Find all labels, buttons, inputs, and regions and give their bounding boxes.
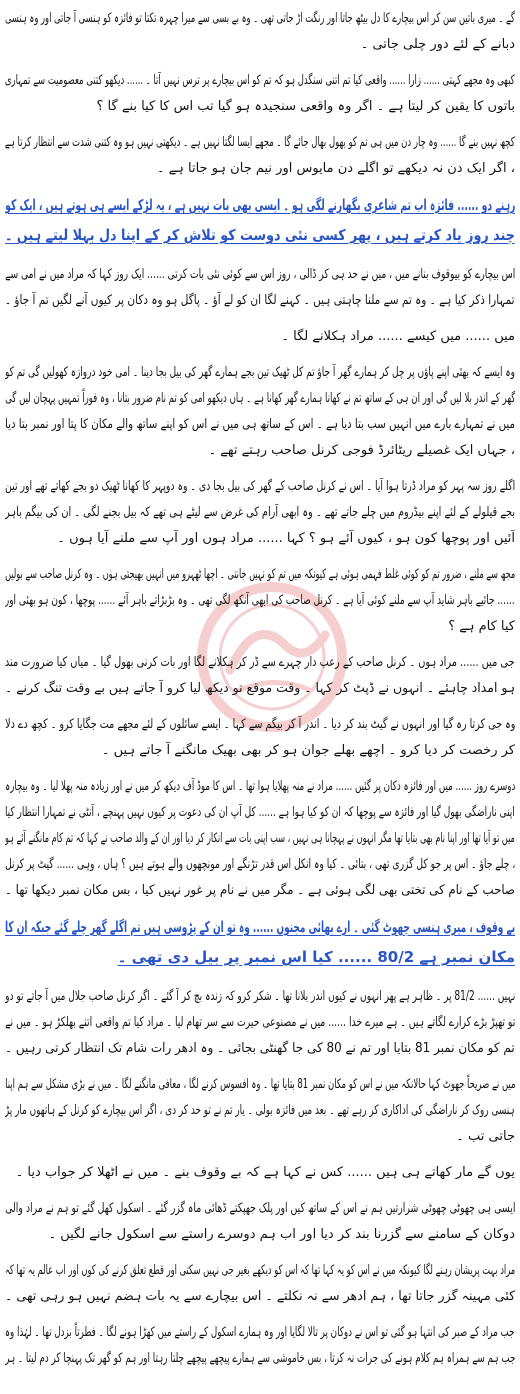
paragraph [5,358,515,462]
text-line [5,798,515,824]
text-line [5,674,515,700]
paragraph [5,1158,515,1184]
text-line [5,322,515,348]
paragraph [5,4,515,56]
text-line [5,736,515,762]
text-line [5,436,515,462]
text-line [5,154,515,180]
text-line [5,1318,515,1344]
line-text: ...... جائیے باہر شاید آپ سے ملنے کوئی آیا ہے ۔ کرنل صاحب کی ابھی آنکھ لگی تھی ۔ وہ بڑبڑاتے باہر آئے ...... پوچھا ، کون ہو بھئی اور [5,593,515,608]
line-text: اپنی ناراضگی بھول گیا اور فائزہ سے پوچھا کہ ان کو کیا ہوا ہے ...... کل آپ ان کی دعوت پر کیوں نہیں پہنچے ، آنٹی نے تمہارا انتظار کیا [5,805,515,820]
line-text: میں تو آیا تھا اور اپنا نام بھی بتایا تھا مگر انہوں نے پہچانا ہی نہیں ، سب اپنی بات سے انکار کر دیا اور ان کے والد صاحب نے کہا کہ تم کام مانگنے آئے ہو [5,831,515,846]
text-line [5,92,515,118]
highlighted-line [5,190,515,220]
text-line [5,1194,515,1220]
line-text: میں نے صریحاً جھوٹ کہا حالانکہ میں نے اس کو مکان نمبر 81 بتایا تھا ۔ وہ افسوس کرنے لگا ، معافی مانگنے لگا ۔ میں نے بڑی مشکل سے ہم اپنا [5,1077,515,1092]
text-line [5,498,515,524]
text-line [5,1096,515,1122]
line-text: نہیں ...... 81/2 پر ۔ ظاہر ہے پھر انہوں نے کیوں اندر بلانا تھا ۔ شکر کرو کہ زندہ بچ کر آ گئے ۔ اگر کرنل صاحب جلال میں آ جاتے تو دو [5,989,515,1004]
line-text: کچھ نہیں بنے گا ...... وہ چار دن میں ہی تم کو بھول بھال جائے گا ۔ مجھے ایسا لگتا نہیں ہے ۔ دیکھتی نہیں ہو وہ کتنی شدت سے انتظار کرتا ہے [5,135,515,150]
line-text: بے وقوف ، میری ہنسی چھوٹ گئی ۔ ارے بھائی مجنوں ...... وہ تو ان کے پڑوسی ہیں تم اگلے گھر چلے گئے جبکہ ان کا [5,918,515,936]
paragraph [5,472,515,550]
paragraph [5,322,515,348]
text-line [5,1282,515,1308]
line-text: مکان نمبر ہے 80/2 ...... کیا اس نمبر پر بیل دی تھی ۔ [117,948,515,966]
text-line [5,472,515,498]
text-line [5,1158,515,1184]
text-line [5,384,515,410]
paragraph [5,1318,515,1370]
text-line [5,586,515,612]
text-line [5,850,515,876]
line-text: جب مراد کے صبر کی انتہا ہو گئی تو اس نے دوکان پر تالا لگایا اور وہ ہمارے اسکول کے راستے میں کھڑا ہونے لگا ۔ فطرتاً بزدل تھا ۔ لہٰذا وہ [5,1325,515,1340]
line-text: گے ۔ میری باتیں سن کر اس بیچارے کا دل بیٹھ جاتا اور رنگت اڑ جاتی تھی ۔ وہ بے بسی سے میرا چہرہ تکتا تو فائزہ کو ہنسی آ جاتی اور وہ ہنسی [5,11,515,26]
paragraph [5,648,515,700]
line-text: آئیں اور پوچھا کون ہو ، کیوں آئے ہو ؟ کہا ...... مراد ہوں اور آپ سے ملنے آیا ہوں ۔ [57,531,515,546]
line-text: گھر کے اندر بلا لیں گی اور ان ہی کے ساتھ تم نے کھانا ہمارے گھر کھانا ہے ۔ ہاں دیکھو امی کو تم نام ضرور بتانا ، وہ فوراً تمہیں پہچان لیں گی [5,391,515,406]
paragraph [5,1070,515,1148]
line-text: میں نے تمہارے بارے میں انہیں سب بتا دیا ہے ۔ اس کے ساتھ ہی میں نے اس کو اپنے ساتھ والے مکان کا پتا اور نمبر بتا دیا [5,417,515,432]
text-line [5,30,515,56]
line-text: مجھ سے ملنے ، ضرور تم کو کوئی غلط فہمی ہوئی ہے کیونکہ میں تم کو نہیں جانتی ۔ اچھا ٹھہرو میں انہیں بھیجتی ہوں ۔ وہ کرنل صاحب سے بولیں [5,567,515,582]
line-text: جب ہم سے ہمراہ ہم کلام ہونے کی جرات نہ کرتا ، بس خاموشی سے ہمارے پیچھے پیچھے چلتا رہتا اور ہم کو گھر تک پہنچا کر دم لیتا ۔ ہر [5,1351,515,1366]
line-text: وہ جی کرتا رہ گیا اور انہوں نے گیٹ بند کر دیا ۔ اندر آ کر بیگم سے کہا ۔ ایسے سائلوں کے لئے مجھے مت جگایا کرو ۔ کچھ دے دلا [5,717,515,732]
highlighted-line [5,220,515,250]
line-text: کیا کام ہے ؟ [448,619,515,634]
text-line [5,1070,515,1096]
paragraph [5,260,515,312]
text-line [5,66,515,92]
paragraph [5,1256,515,1308]
line-text: اگلے روز سہ پہر کو مراد ڈرتا ہوا آیا ۔ اس نے کرنل صاحب کے گھر کی بیل بجا دی ۔ وہ دوپہر کا کھانا ٹھیک دو بجے کھاتے تھے اور تین [5,479,515,494]
text-line [5,260,515,286]
highlighted-paragraph [5,912,515,972]
line-text: دوسرے روز ...... میں اور فائزہ دکان پر گئیں ...... مراد نے منہ پھلایا ہوا تھا ۔ اس کا موڈ آف دیکھ کر میں نے اور زیادہ منہ پھلا لیا ۔ وہ بیچارہ [5,779,515,794]
line-text: ، جہاں ایک غصیلے ریٹائرڈ فوجی کرنل صاحب رہتے تھے ۔ [208,443,515,458]
text-line [5,1122,515,1148]
line-text: صاحب کے نام کی تختی بھی لگی ہوئی ہے ۔ مگر میں نے نام پر غور نہیں کیا ، بس مکان نمبر دیکھا تھا ۔ [5,883,515,898]
line-text: کر رخصت کر دیا کرو ۔ اچھے بھلے جوان ہو کر بھی بھیک مانگنے آ جاتے ہیں ۔ [101,743,515,758]
line-text: بجے قیلولے کے لئے اپنے بیڈروم میں چلے جاتے تھے ۔ وہ ابھی آرام کی غرض سے لیٹے ہی تھے کہ بیل بجنے لگی ۔ ان کی بیگم باہر [5,505,515,520]
text-line [5,560,515,586]
line-text: تو تھپڑ بڑے کرارے لگاتے ہیں ۔ ہے میرے خدا ...... میں نے مصنوعی حیرت سے سر تھام لیا ۔ مراد کیا تم واقعی اتنے بھلکڑ ہو ۔ میں نے [5,1015,515,1030]
line-text: میں ...... میں کیسے ...... مراد ہکلانے لگا ۔ [281,329,515,344]
highlighted-line [5,942,515,972]
text-line [5,648,515,674]
paragraph [5,66,515,118]
text-line [5,358,515,384]
paragraph [5,560,515,638]
text-line [5,982,515,1008]
paragraph [5,710,515,762]
line-text: اس بیچارے کو بیوقوف بنانے میں ، میں نے حد ہی کر ڈالی ، روز اس سے کوئی نئی بات کرتی ...... ایک روز کہا کہ مراد میں نے امی سے [5,267,515,282]
text-line [5,876,515,902]
line-text: ، اگر ایک دن نہ دیکھے تو اگلے دن مایوس اور نیم جان ہو جاتا ہے ۔ [156,161,515,176]
text-line [5,1034,515,1060]
line-text: تمہارا ذکر کیا ہے ۔ وہ تم سے ملنا چاہتی ہیں ۔ کہنے لگا ان کو لے آؤ ۔ پاگل ہو وہ دکان پر کیوں آنے لگیں تم آ جاؤ ۔ [5,293,515,308]
text-line [5,824,515,850]
line-text: مراد بہت پریشان رہنے لگا کیونکہ میں نے اس کو یہ کہا تھا کہ اس کو دیکھے بغیر جی نہیں سکتی اور قطع تعلق کرنے کی کوں اور اب عالم یہ تھا کہ [5,1263,515,1278]
line-text: دوکان کے سامنے سے گزرنا بند کر دیا اور اب ہم دوسرے راستے سے اسکول جانے لگیں ۔ [48,1227,515,1242]
text-line [5,286,515,312]
text-line [5,524,515,550]
paragraph [5,1194,515,1246]
text-line [5,710,515,736]
line-text: ہو امداد چاہئے ۔ انہوں نے ڈپٹ کر کہا ۔ وقت موقع تو دیکھ لیا کرو آ جاتے ہیں بے وقت تنگ کرنے ۔ [5,681,515,696]
text-line [5,1008,515,1034]
text-line [5,410,515,436]
paragraph [5,772,515,902]
line-text: رہنے دو ...... فائزہ اب تم شاعری بگھارنے لگی ہو ۔ ایسی بھی بات نہیں ہے ، یہ لڑکے ایسے ہی ہوتے ہیں ، ایک کو [5,196,515,214]
paragraph [5,982,515,1060]
text-line [5,1256,515,1282]
line-text: جاتی تب ۔ [456,1129,515,1144]
line-text: باتوں کا یقین کر لیتا ہے ۔ اگر وہ واقعی سنجیدہ ہو گیا تب اس کا کیا بنے گا ؟ [96,99,515,114]
paragraph [5,128,515,180]
line-text: جی میں ...... مراد ہوں ۔ کرنل صاحب کے رعب دار چہرے سے ڈر کر ہکلانے لگا اور بات کرنی بھول گیا ۔ میاں کیا ضرورت مند [5,655,515,670]
text-line [5,612,515,638]
line-text: دبانے کے لئے دور چلی جاتی ۔ [360,37,515,52]
highlighted-line [5,912,515,942]
line-text: کئی مہینہ گزر جاتا تھا ، ہم ادھر سے نہ نکلتے ۔ اس بیچارے سے یہ بات ہضم نہیں ہو رہی تھی ۔ [5,1289,515,1304]
line-text: ہنسی روک کر ناراضگی کی اداکاری کر رہے تھے ۔ بعد میں فائزہ بولی ۔ یار تم نے تو حد کر دی ، اگر اس بیچارے کو کرنل کے ہاتھوں مار پڑ [5,1103,515,1118]
line-text: یوں گے مار کھاتے ہی ہیں ...... کس نے کہا ہے کہ بے وقوف بنے ۔ میں نے اٹھلا کر جواب دیا ۔ [15,1165,515,1180]
text-line [5,772,515,798]
line-text: تم کو مکان نمبر 81 بتایا اور تم نے 80 کی جا گھنٹی بجائی ۔ وہ ادھر رات شام تک انتظار کرتی رہیں ۔ [5,1041,515,1056]
line-text: ، چلے جاؤ ۔ اس پر جو کل گزری تھی ، بتائی ۔ کیا وہ انکل اس قدر تڑنگے اور مونچھوں والے ہوتے ہیں ؟ ہاں ، وہی ...... گیٹ پر کرنل [5,857,515,872]
text-line [5,128,515,154]
text-line [5,4,515,30]
line-text: کبھی وہ مجھے کہتی ...... زارا ...... واقعی کیا تم اتنی سنگدل ہو کہ تم کو اس بیچارے پر ترس نہیں آتا ۔ ...... دیکھو کتنی معصومیت سے تمہاری [5,73,515,88]
line-text: وہ ایسے کہ بھئی اپنے پاؤں پر چل کر ہمارے گھر آ جاؤ تم کل ٹھیک تین بجے ہمارے گھر کی بیل بجا دینا ۔ امی خود دروازہ کھولیں گی تم کو [5,365,515,380]
line-text: ایسی ہی چھوٹی چھوٹی شرارتیں ہم نے اس کے ساتھ کیں اور پلک جھپکتے ڈھائی ماہ گزر گئے ۔ اسکول کھل گئے تو ہم نے مراد والی [5,1201,515,1216]
text-line [5,1220,515,1246]
line-text: چند روز یاد کرتے ہیں ، پھر کسی نئی دوست کو تلاش کر کے اپنا دل بہلا لیتے ہیں ۔ [5,226,515,244]
text-line [5,1344,515,1370]
highlighted-paragraph [5,190,515,250]
